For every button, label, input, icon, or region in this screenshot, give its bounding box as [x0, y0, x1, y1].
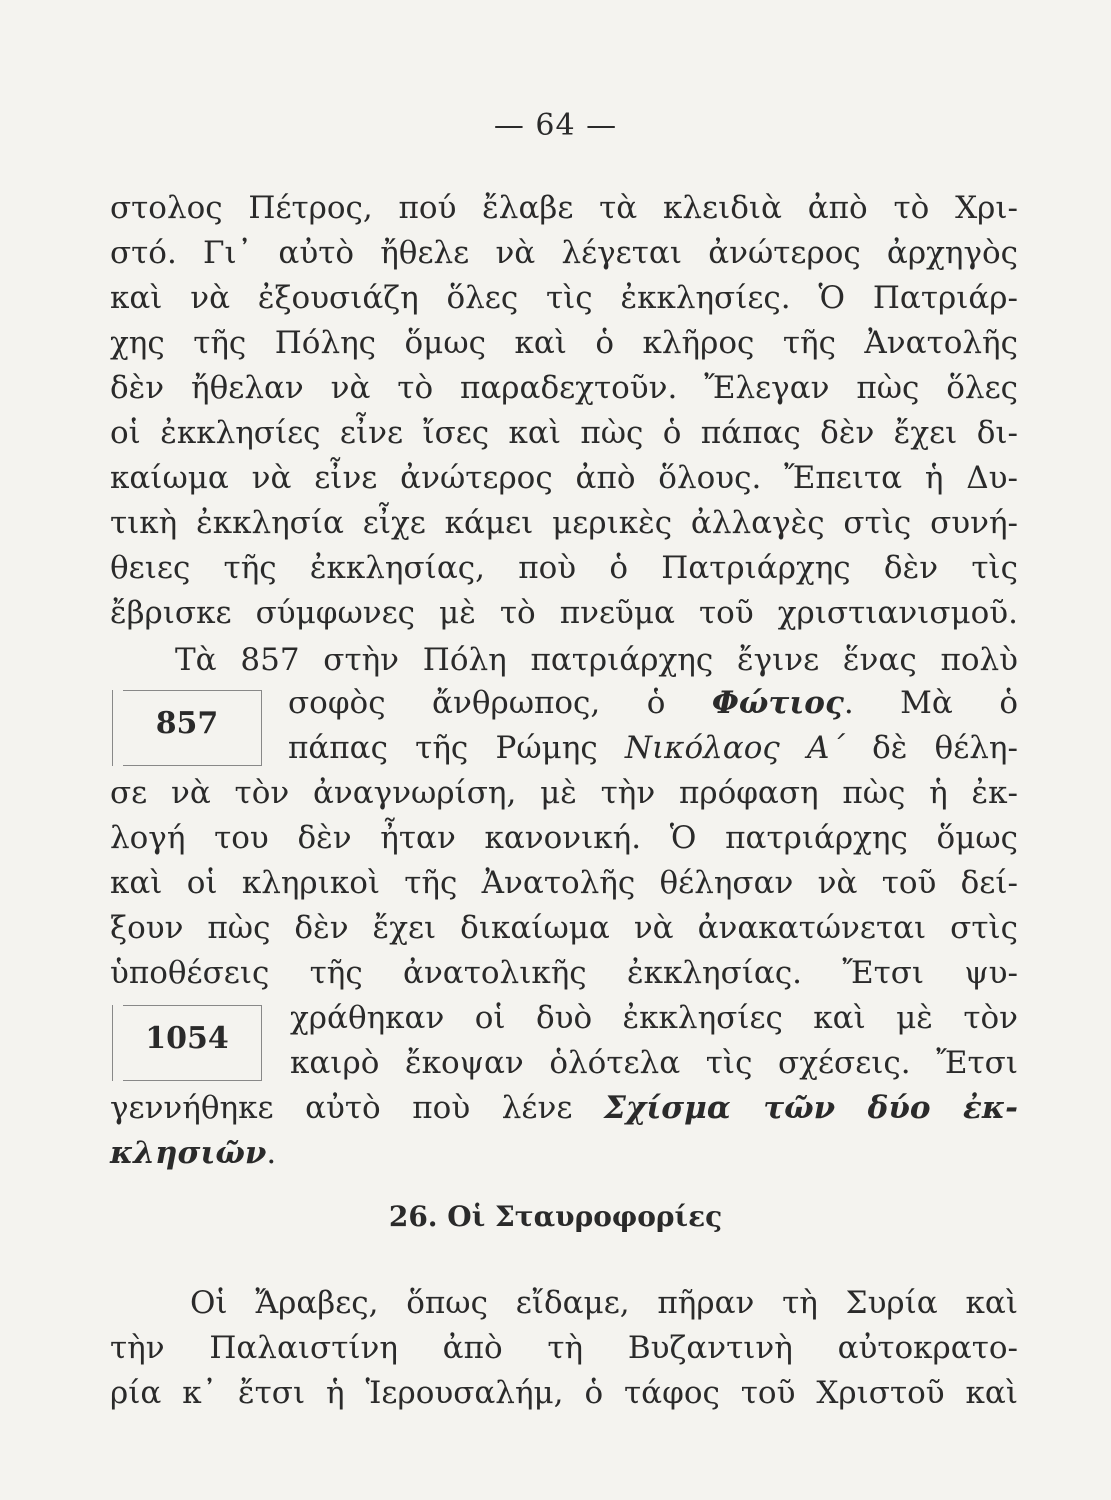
text-span: πάπας τῆς Ρώμης	[288, 730, 598, 766]
text-span: σοφὸς ἄνθρωπος, ὁ	[288, 685, 666, 721]
marginal-year-box	[112, 690, 262, 766]
text-line	[288, 728, 1018, 768]
marginal-year: 857	[155, 706, 219, 741]
text-line: θειες τῆς ἐκκλησίας, ποὺ ὁ Πατριάρχης δὲν τὶς	[110, 550, 1018, 586]
text-line: τικὴ ἐκκλησία εἶχε κάμει μερικὲς ἀλλαγὲς στὶς συνή-	[110, 505, 1018, 541]
text-line	[288, 683, 1018, 723]
text-line: χης τῆς Πόλης ὅμως καὶ ὁ κλῆρος τῆς Ἀνατολῆς	[110, 325, 1018, 361]
text-span: δὲ θέλη-	[872, 730, 1018, 766]
text-span: .	[266, 1135, 277, 1171]
emphasis-term: κλησιῶν	[110, 1135, 267, 1171]
text-line: ἔβρισκε σύμφωνες μὲ τὸ πνεῦμα τοῦ χριστιανισμοῦ.	[110, 595, 1018, 631]
page-number: — 64 —	[493, 108, 618, 143]
text-line: οἱ ἐκκλησίες εἶνε ἴσες καὶ πὼς ὁ πάπας δὲν ἔχει δι-	[110, 415, 1018, 451]
italic-name: Νικόλαος Α΄	[624, 730, 845, 766]
text-line	[110, 1133, 276, 1173]
text-line: καὶ νὰ ἐξουσιάζη ὅλες τὶς ἐκκλησίες. Ὁ Πατριάρ-	[110, 280, 1018, 316]
text-line: σε νὰ τὸν ἀναγνωρίση, μὲ τὴν πρόφαση πὼς ἡ ἐκ-	[110, 775, 1018, 811]
text-span: γεννήθηκε αὐτὸ ποὺ λένε	[110, 1090, 573, 1126]
text-line: καίωμα νὰ εἶνε ἀνώτερος ἀπὸ ὅλους. Ἔπειτα ἡ Δυ-	[110, 460, 1018, 496]
emphasis-term: Σχίσμα τῶν δύο ἐκ-	[603, 1090, 1018, 1126]
text-line: δὲν ἤθελαν νὰ τὸ παραδεχτοῦν. Ἔλεγαν πὼς ὅλες	[110, 370, 1018, 406]
text-line: καιρὸ ἔκοψαν ὁλότελα τὶς σχέσεις. Ἔτσι	[290, 1045, 1018, 1081]
text-line: ρία κ᾽ ἔτσι ἡ Ἱερουσαλήμ, ὁ τάφος τοῦ Χριστοῦ καὶ	[110, 1375, 1018, 1411]
text-line: ξουν πὼς δὲν ἔχει δικαίωμα νὰ ἀνακατώνεται στὶς	[110, 910, 1018, 946]
text-line: Οἱ Ἄραβες, ὅπως εἴδαμε, πῆραν τὴ Συρία καὶ	[190, 1285, 1018, 1321]
text-line	[110, 1088, 1018, 1128]
marginal-year-box	[112, 1005, 262, 1081]
section-heading: 26. Οἱ Σταυροφορίες	[388, 1200, 723, 1233]
text-line: ὑποθέσεις τῆς ἀνατολικῆς ἐκκλησίας. Ἔτσι ψυ-	[110, 955, 1018, 991]
text-line: τὴν Παλαιστίνη ἀπὸ τὴ Βυζαντινὴ αὐτοκρατο-	[110, 1330, 1018, 1366]
text-span: . Μὰ ὁ	[843, 685, 1018, 721]
text-line: Τὰ 857 στὴν Πόλη πατριάρχης ἔγινε ἕνας πολὺ	[175, 642, 1018, 678]
text-line: καὶ οἱ κληρικοὶ τῆς Ἀνατολῆς θέλησαν νὰ τοῦ δεί-	[110, 865, 1018, 901]
text-line: λογή του δὲν ἦταν κανονική. Ὁ πατριάρχης ὅμως	[110, 820, 1018, 856]
marginal-year: 1054	[145, 1021, 229, 1056]
emphasis-name: Φώτιος	[711, 685, 844, 721]
text-line: στό. Γι᾽ αὐτὸ ἤθελε νὰ λέγεται ἀνώτερος ἀρχηγὸς	[110, 235, 1018, 271]
text-line: χράθηκαν οἱ δυὸ ἐκκλησίες καὶ μὲ τὸν	[290, 1000, 1018, 1036]
text-line: στολος Πέτρος, πού ἔλαβε τὰ κλειδιὰ ἀπὸ τὸ Χρι-	[110, 190, 1018, 226]
